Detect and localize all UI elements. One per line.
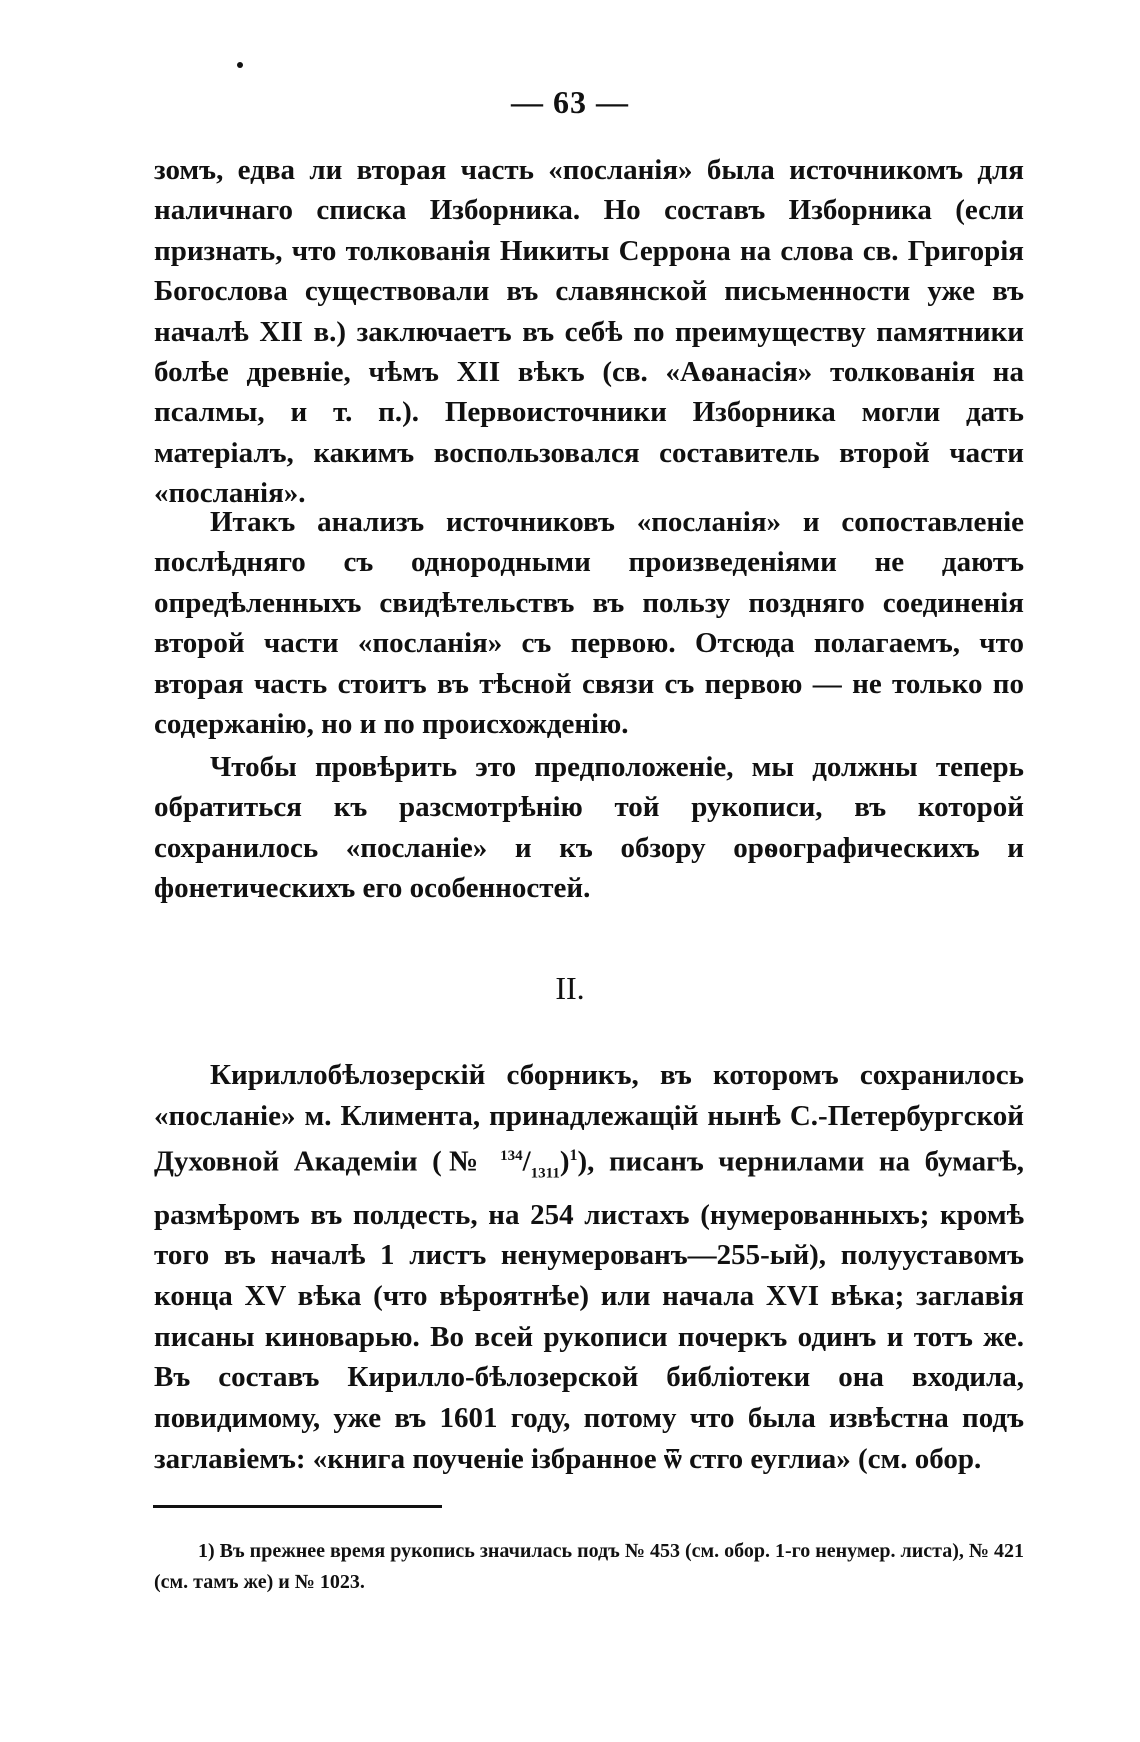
shelfmark-denominator: 1311 bbox=[530, 1165, 560, 1182]
print-speck bbox=[237, 62, 243, 68]
paragraph-4-start: Кириллобѣлозерскій сборникъ, въ которомъ сохранилось «посланіе» м. Климента, принадлежащій нынѣ С.-Петербургской Духовной Академіи (№ bbox=[154, 1059, 1024, 1179]
page-number: — 63 — bbox=[511, 84, 629, 120]
paragraph-continuation bbox=[154, 150, 1024, 514]
footnote-rule bbox=[153, 1505, 442, 1508]
paragraph-4: Кириллобѣлозерскій сборникъ, въ которомъ сохранилось «посланіе» м. Климента, принадлежащій нынѣ С.-Петербургской Духовной Академіи (№ $^{134}/_{1311})^1$), писанъ чернилами на бумагѣ, размѣромъ въ полдесть, на 254 листахъ (нумерованныхъ; кромѣ того въ началѣ 1 листъ ненумерованъ—255-ый), полууставомъ конца XV вѣка (что вѣроятнѣе) или начала XVI вѣка; заглавія писаны киноварью. Во всей рукописи почеркъ одинъ и тотъ же. Въ составъ Кирилло-бѣлозерской библіотеки она входила, повидимому, уже въ 1601 году, потому что была извѣстна подъ заглавіемъ: «книга поученіе ізбранное ѿ стго еуглиа» (см. обор. bbox=[154, 1059, 1025, 1475]
paragraph-manuscript bbox=[154, 1055, 1024, 1479]
footnote-text: 1) Въ прежнее время рукопись значилась подъ № 453 (см. обор. 1-го ненумер. листа), № 421 (см. тамъ же) и № 1023. bbox=[154, 1540, 1024, 1593]
paragraph-1: зомъ, едва ли вторая часть «посланія» была источникомъ для наличнаго списка Изборника. Но составъ Изборника (если признать, что толкованія Никиты Серрона на слова св. Григорія Богослова существовали въ славянской письменности уже въ началѣ XII в.) заключаетъ въ себѣ по преимуществу памятники болѣе древніе, чѣмъ XII вѣкъ (св. «Аѳанасія» толкованія на псалмы, и т. п.). Первоисточники Изборника могли дать матеріалъ, какимъ воспользовался составитель второй части «посланія». bbox=[154, 154, 1024, 510]
footnote bbox=[154, 1536, 1024, 1598]
paragraph-3: Чтобы провѣрить это предположеніе, мы должны теперь обратиться къ разсмотрѣнію той рукописи, въ которой сохранилось «посланіе» и къ обзору орѳографическихъ и фонетическихъ его особенностей. bbox=[154, 751, 1024, 905]
paragraph-transition bbox=[154, 747, 1024, 909]
footnote-marker: 1 bbox=[569, 1147, 578, 1165]
section-heading: II. bbox=[555, 970, 585, 1006]
paragraph-analysis bbox=[154, 502, 1024, 744]
shelfmark-numerator: 134 bbox=[500, 1148, 523, 1165]
paragraph-4-end: ), писанъ чернилами на бумагѣ, размѣромъ въ полдесть, на 254 листахъ (нумерованныхъ; кромѣ того въ началѣ 1 листъ ненумерованъ—255-ый), полууставомъ конца XV вѣка (что вѣроятнѣе) или начала XVI вѣка; заглавія писаны киноварью. Во всей рукописи почеркъ одинъ и тотъ же. Въ составъ Кирилло-бѣлозерской библіотеки она входила, повидимому, уже въ 1601 году, потому что была извѣстна подъ заглавіемъ: «книга поученіе ізбранное ѿ стго еуглиа» (см. обор. bbox=[154, 1146, 1025, 1475]
paragraph-2: Итакъ анализъ источниковъ «посланія» и сопоставленіе послѣдняго съ однородными произведеніями не даютъ опредѣленныхъ свидѣтельствъ въ пользу поздняго соединенія второй части «посланія» съ первою. Отсюда полагаемъ, что вторая часть стоитъ въ тѣсной связи съ первою — не только по содержанію, но и по происхожденію. bbox=[154, 506, 1024, 741]
